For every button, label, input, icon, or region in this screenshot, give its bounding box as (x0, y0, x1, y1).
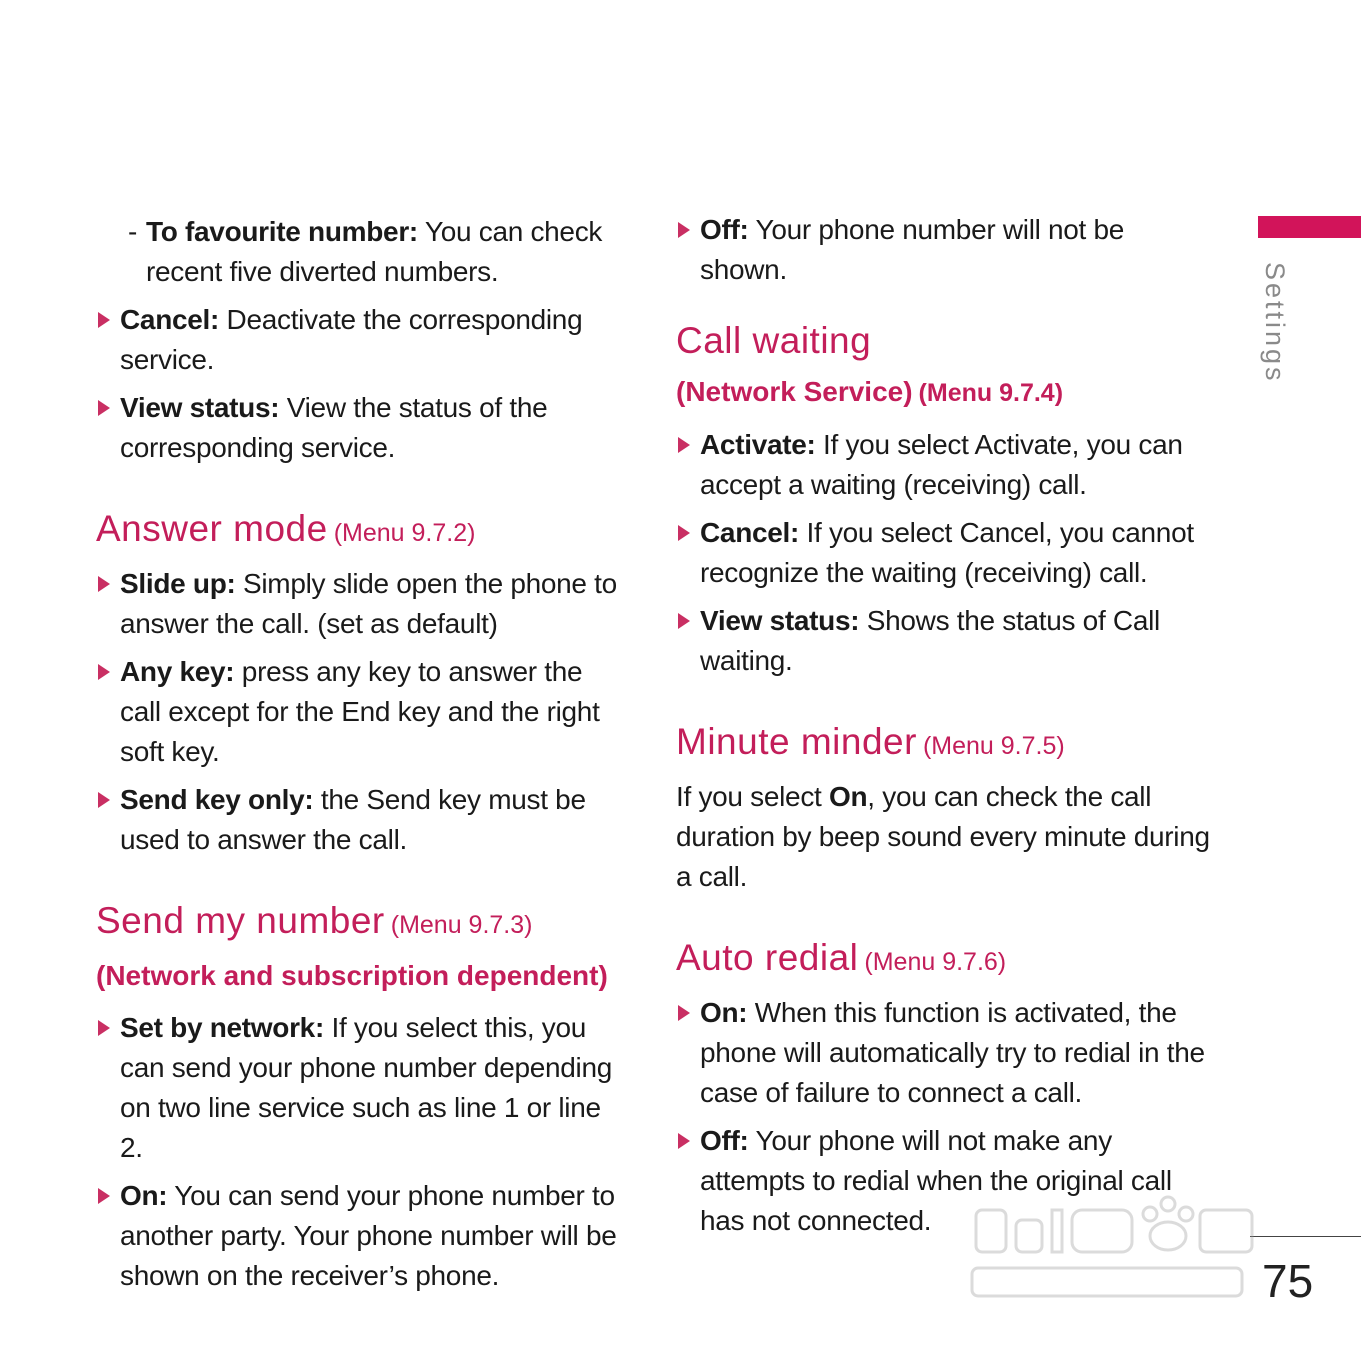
list-item (676, 993, 1216, 1113)
bullet-arrow-icon (98, 664, 110, 680)
menu-ref: (Menu 9.7.4) (918, 379, 1064, 407)
section-subtitle (676, 372, 1216, 413)
item-text: Simply slide open the phone to answer the call. (set as default) (120, 568, 617, 639)
left-column (96, 210, 626, 1304)
item-text: the Send key must be used to answer the call. (120, 784, 586, 855)
list-item (96, 1008, 626, 1168)
footer-rule (1250, 1236, 1361, 1237)
list-item (96, 652, 626, 772)
item-label: Slide up: (120, 568, 236, 599)
bullet-arrow-icon (678, 1005, 690, 1021)
list-item (96, 388, 626, 468)
item-text: Your phone number will not be shown. (700, 214, 1125, 285)
item-label: Activate: (700, 429, 816, 460)
list-item (96, 212, 626, 292)
list-item (676, 425, 1216, 505)
side-tab-label: Settings (1260, 262, 1290, 384)
bullet-arrow-icon (98, 1020, 110, 1036)
text-before: If you select (676, 781, 829, 812)
item-label: Set by network: (120, 1012, 324, 1043)
section-title: Auto redial (676, 937, 859, 978)
bullet-arrow-icon (98, 576, 110, 592)
list-item (96, 1176, 626, 1296)
item-text: You can check recent five diverted numbers. (146, 216, 603, 287)
list-item (96, 564, 626, 644)
item-label: Cancel: (700, 517, 800, 548)
section-title: Send my number (96, 900, 385, 941)
section-title: Minute minder (676, 721, 917, 762)
section-title: Answer mode (96, 508, 328, 549)
item-text: If you select Activate, you can accept a waiting (receiving) call. (700, 429, 1183, 500)
bullet-arrow-icon (678, 222, 690, 238)
item-label: View status: (120, 392, 280, 423)
section-title: Call waiting (676, 320, 872, 361)
bullet-arrow-icon (98, 792, 110, 808)
item-text: Shows the status of Call waiting. (700, 605, 1160, 676)
menu-ref: (Menu 9.7.6) (864, 948, 1007, 976)
item-label: Any key: (120, 656, 235, 687)
bullet-arrow-icon (678, 525, 690, 541)
item-text: press any key to answer the call except for the End key and the right soft key. (120, 656, 600, 767)
bullet-arrow-icon (678, 613, 690, 629)
minute-minder-text (676, 777, 1216, 897)
bullet-arrow-icon (98, 312, 110, 328)
section-subtitle: (Network and subscription dependent) (96, 960, 608, 991)
section-heading-auto-redial (676, 935, 1216, 985)
bullet-arrow-icon (678, 437, 690, 453)
list-item (96, 780, 626, 860)
item-text: View the status of the corresponding service. (120, 392, 548, 463)
section-heading-answer-mode (96, 506, 626, 556)
dash-mark: - (128, 216, 138, 247)
section-heading-call-waiting (676, 318, 1216, 364)
list-item (676, 210, 1216, 290)
bullet-arrow-icon (678, 1133, 690, 1149)
item-label: Send key only: (120, 784, 314, 815)
menu-ref: (Menu 9.7.3) (390, 911, 533, 939)
list-item (96, 300, 626, 380)
menu-ref: (Menu 9.7.5) (922, 732, 1065, 760)
item-label: Off: (700, 214, 749, 245)
item-text: Deactivate the corresponding service. (120, 304, 583, 375)
item-label: On: (700, 997, 748, 1028)
list-item (676, 601, 1216, 681)
section-subtitle-text: (Network Service) (676, 376, 913, 407)
section-heading-send-my-number (96, 898, 626, 948)
right-column (676, 210, 1216, 1249)
page-number: 75 (1262, 1255, 1314, 1307)
list-item (676, 513, 1216, 593)
bullet-arrow-icon (98, 1188, 110, 1204)
item-text: If you select Cancel, you cannot recognize the waiting (receiving) call. (700, 517, 1194, 588)
menu-ref: (Menu 9.7.2) (333, 519, 476, 547)
bold-text: On (829, 781, 868, 812)
text-after: , you can check the call duration by beep sound every minute during a call. (676, 781, 1210, 892)
side-tab-bar (1258, 216, 1361, 238)
item-label: Off: (700, 1125, 749, 1156)
item-label: To favourite number: (146, 216, 418, 247)
item-label: On: (120, 1180, 168, 1211)
bullet-arrow-icon (98, 400, 110, 416)
watermark-logo-icon (968, 1190, 1258, 1310)
item-label: View status: (700, 605, 860, 636)
section-heading-minute-minder (676, 719, 1216, 769)
item-text: When this function is activated, the phone will automatically try to redial in the case of failure to connect a call. (700, 997, 1205, 1108)
item-label: Cancel: (120, 304, 220, 335)
item-text: If you select this, you can send your phone number depending on two line service such as line 1 or line 2. (120, 1012, 613, 1163)
item-text: You can send your phone number to another party. Your phone number will be shown on the receiver’s phone. (120, 1180, 617, 1291)
item-text: Your phone will not make any attempts to redial when the original call has not connected. (700, 1125, 1172, 1236)
